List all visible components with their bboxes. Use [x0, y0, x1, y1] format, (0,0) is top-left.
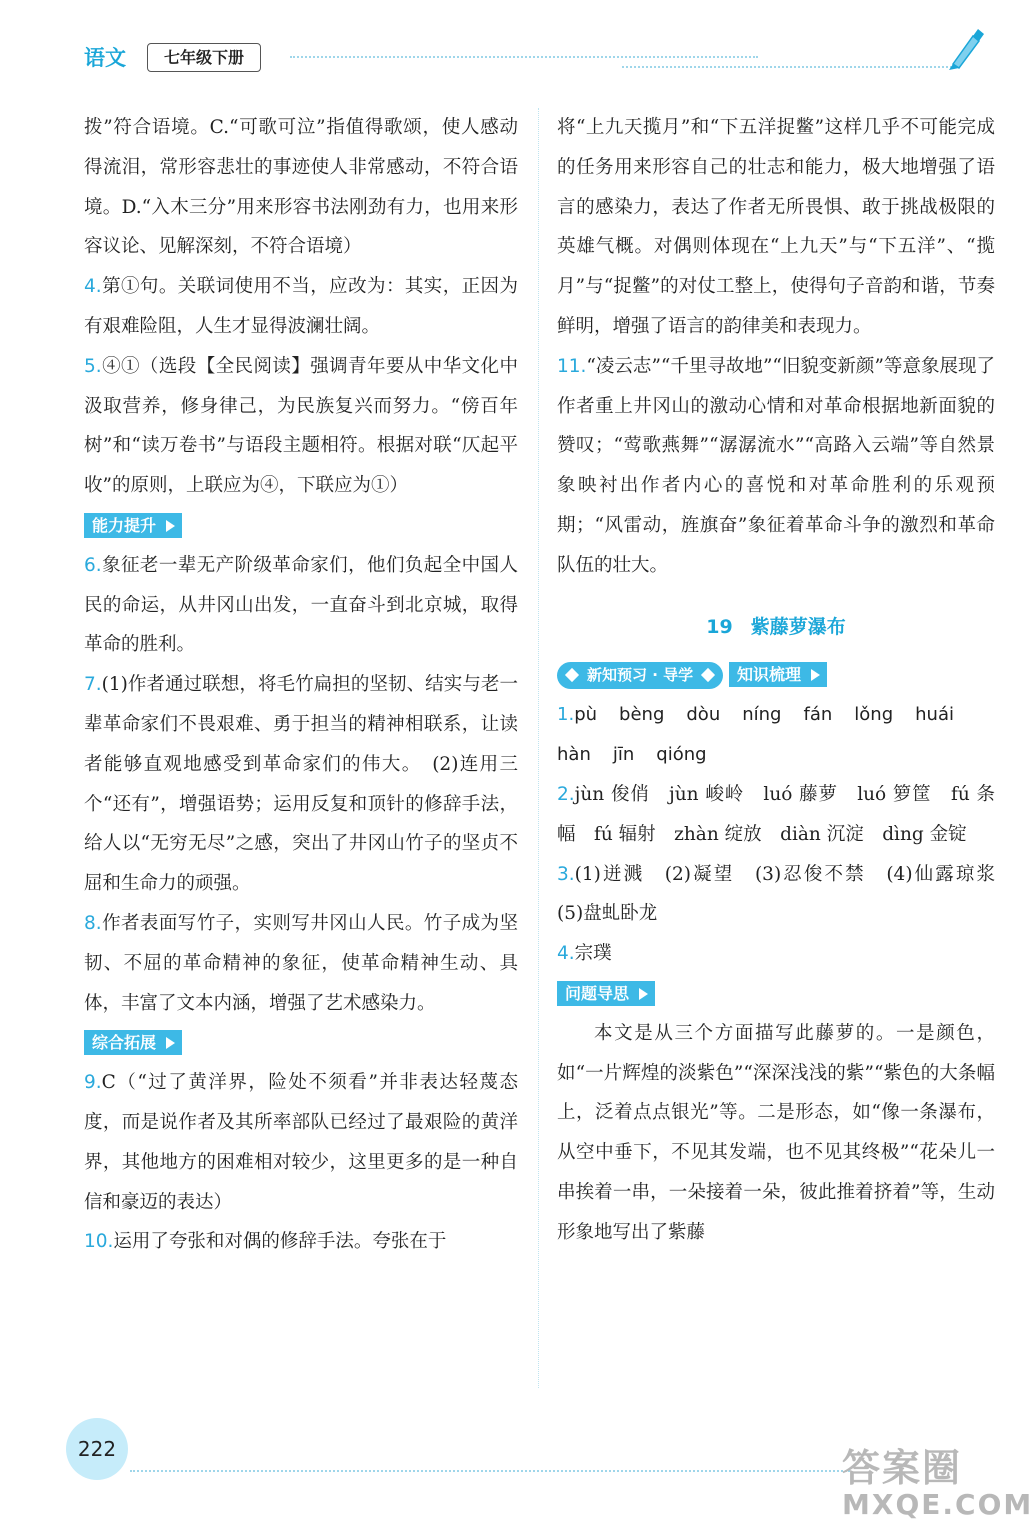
knowledge-1: [557, 695, 995, 775]
answer-text: (1)作者通过联想，将毛竹扁担的坚韧、结实与老一辈革命家们不畏艰难、勇于担当的精神相联系，让读者能够直观地感受到革命家们的伟大。 (2)连用三个“还有”，增强语势；运用反复和顶针的修辞手法，给人以“无穷无尽”之感，突出了井冈山竹子的坚贞不屈和生命力的顽强。: [84, 674, 518, 895]
answer-text: 宗璞: [574, 943, 612, 965]
pinyin-item: fán: [803, 704, 833, 726]
tag-label: 能力提升: [92, 515, 157, 535]
answer-number: 3.: [557, 863, 575, 885]
tag-label: 知识梳理: [737, 665, 802, 685]
knowledge-4: [557, 934, 995, 974]
section-tag-knowledge: [729, 662, 827, 687]
lesson-title: [557, 608, 995, 648]
preview-banner: [557, 662, 723, 689]
answer-number: 2.: [557, 783, 575, 805]
answer-6: [84, 546, 518, 665]
section-tag-ability: [84, 513, 182, 538]
guide-paragraph: 本文是从三个方面描写此藤萝的。一是颜色，如“一片辉煌的淡紫色”“深深浅浅的紫”“紫色的大条幅上，泛着点点银光”等。二是形态，如“像一条瀑布，从空中垂下，不见其发端，也不见其终极”“花朵儿一串挨着一串，一朵接着一朵，彼此推着挤着”等，生动形象地写出了紫藤: [557, 1022, 995, 1243]
answer-5: [84, 347, 518, 506]
play-arrow-icon: [166, 1037, 175, 1049]
section-tag-extend: [84, 1030, 182, 1055]
answer-4: [84, 267, 518, 347]
answer-number: 4.: [557, 943, 575, 965]
section-tag-question: [557, 981, 655, 1006]
answer-8: [84, 904, 518, 1023]
answer-text: 运用了夸张和对偶的修辞手法。夸张在于: [113, 1231, 447, 1253]
grade-label: 七年级下册: [147, 43, 261, 72]
watermark-logo: [842, 1447, 1033, 1521]
pinyin-item: hàn: [557, 744, 591, 766]
answer-text: C（“过了黄洋界，险处不须看”并非表达轻蔑态度，而是说作者及其所率部队已经过了最艰险的黄洋界，其他地方的困难相对较少，这里更多的是一种自信和豪迈的表达）: [84, 1072, 518, 1213]
column-divider: [538, 108, 539, 1388]
diamond-icon: [565, 668, 579, 682]
answer-paragraph: 将“上九天揽月”和“下五洋捉鳖”这样几乎不可能完成的任务用来形容自己的壮志和能力，极大地增强了语言的感染力，表达了作者无所畏惧、敢于挑战极限的英雄气概。对偶则体现在“上九天”与“下五洋”、“揽月”与“捉鳖”的对仗工整上，使得句子音韵和谐，节奏鲜明，增强了语言的韵律美和表现力。: [557, 117, 995, 337]
pinyin-item: huái: [915, 704, 954, 726]
answer-text: (1)迸溅 (2)凝望 (3)忍俊不禁 (4)仙露琼浆 (5)盘虬卧龙: [557, 863, 1014, 925]
play-arrow-icon: [639, 988, 648, 1000]
answer-10: [84, 1222, 518, 1262]
pinyin-item: dòu: [686, 704, 721, 726]
tag-label: 综合拓展: [92, 1033, 157, 1053]
pen-icon: [945, 26, 987, 70]
page-number-badge: [66, 1418, 128, 1480]
answer-number: 6.: [84, 554, 102, 576]
answer-9: [84, 1063, 518, 1222]
answer-text: jùn 俊俏 jùn 峻岭 luó 藤萝 luó 箩筐 fú 条幅 fú 辐射 zhàn 绽放 diàn 沉淀 dìng 金锭: [557, 783, 995, 845]
answer-text: 第①句。关联词使用不当，应改为：其实，正因为有艰难险阻，人生才显得波澜壮阔。: [84, 276, 518, 337]
lesson-name: 紫藤萝瀑布: [750, 615, 846, 638]
play-arrow-icon: [166, 520, 175, 532]
diamond-icon: [701, 668, 715, 682]
left-column: [84, 108, 518, 1262]
preview-label: 新知预习 · 导学: [587, 666, 694, 685]
header-dotted-line: [290, 56, 758, 58]
pinyin-item: bèng: [619, 704, 665, 726]
answer-number: 4.: [84, 276, 102, 298]
answer-text: ④①（选段【全民阅读】强调青年要从中华文化中汲取营养，修身律己，为民族复兴而努力。“傍百年树”和“读万卷书”与语段主题相符。根据对联“仄起平收”的原则，上联应为④，下联应为①）: [84, 355, 518, 497]
answer-number: 9.: [84, 1072, 102, 1094]
play-arrow-icon: [811, 669, 820, 681]
pinyin-item: pù: [574, 704, 598, 726]
tag-label: 问题导思: [565, 983, 630, 1003]
answer-number: 5.: [84, 355, 102, 377]
header-dotted-line: [622, 66, 952, 68]
answer-number: 11.: [557, 355, 587, 377]
answer-number: 7.: [84, 674, 102, 696]
page-header: [0, 0, 1035, 80]
page-number: 222: [77, 1437, 117, 1461]
answer-text: 作者表面写竹子，实则写井冈山人民。竹子成为坚韧、不屈的革命精神的象征，使革命精神生动、具体，丰富了文本内涵，增强了艺术感染力。: [84, 912, 518, 1014]
subject-label: 语文: [84, 46, 126, 70]
pinyin-item: jīn: [612, 744, 635, 766]
answer-number: 8.: [84, 912, 102, 934]
pinyin-item: lǒng: [854, 704, 894, 726]
knowledge-3: [557, 855, 1014, 935]
answer-7: [84, 665, 518, 904]
knowledge-2: [557, 775, 995, 855]
right-column: [557, 108, 1014, 1253]
footer-dotted-line: [130, 1470, 850, 1472]
answer-number: 10.: [84, 1231, 114, 1253]
pinyin-item: níng: [742, 704, 782, 726]
watermark-url: MXQE.COM: [842, 1488, 1034, 1521]
answer-text: “凌云志”“千里寻故地”“旧貌变新颜”等意象展现了作者重上井冈山的激动心情和对革命根据地新面貌的赞叹；“莺歌燕舞”“潺潺流水”“高路入云端”等自然景象映衬出作者内心的喜悦和对革命胜利的乐观预期；“风雷动，旌旗奋”象征着革命斗争的激烈和革命队伍的壮大。: [557, 355, 995, 576]
pinyin-item: qióng: [656, 744, 707, 766]
watermark-text: 答案圈: [842, 1446, 963, 1490]
answer-text: 象征老一辈无产阶级革命家们，他们负起全中国人民的命运，从井冈山出发，一直奋斗到北京城，取得革命的胜利。: [84, 554, 518, 656]
answer-11: [557, 347, 995, 586]
answer-number: 1.: [557, 704, 575, 726]
answer-paragraph: 拨”符合语境。C.“可歌可泣”指值得歌颂，使人感动得流泪，常形容悲壮的事迹使人非常感动，不符合语境。D.“入木三分”用来形容书法刚劲有力，也用来形容议论、见解深刻，不符合语境）: [84, 117, 518, 258]
lesson-number: 19: [706, 615, 733, 638]
